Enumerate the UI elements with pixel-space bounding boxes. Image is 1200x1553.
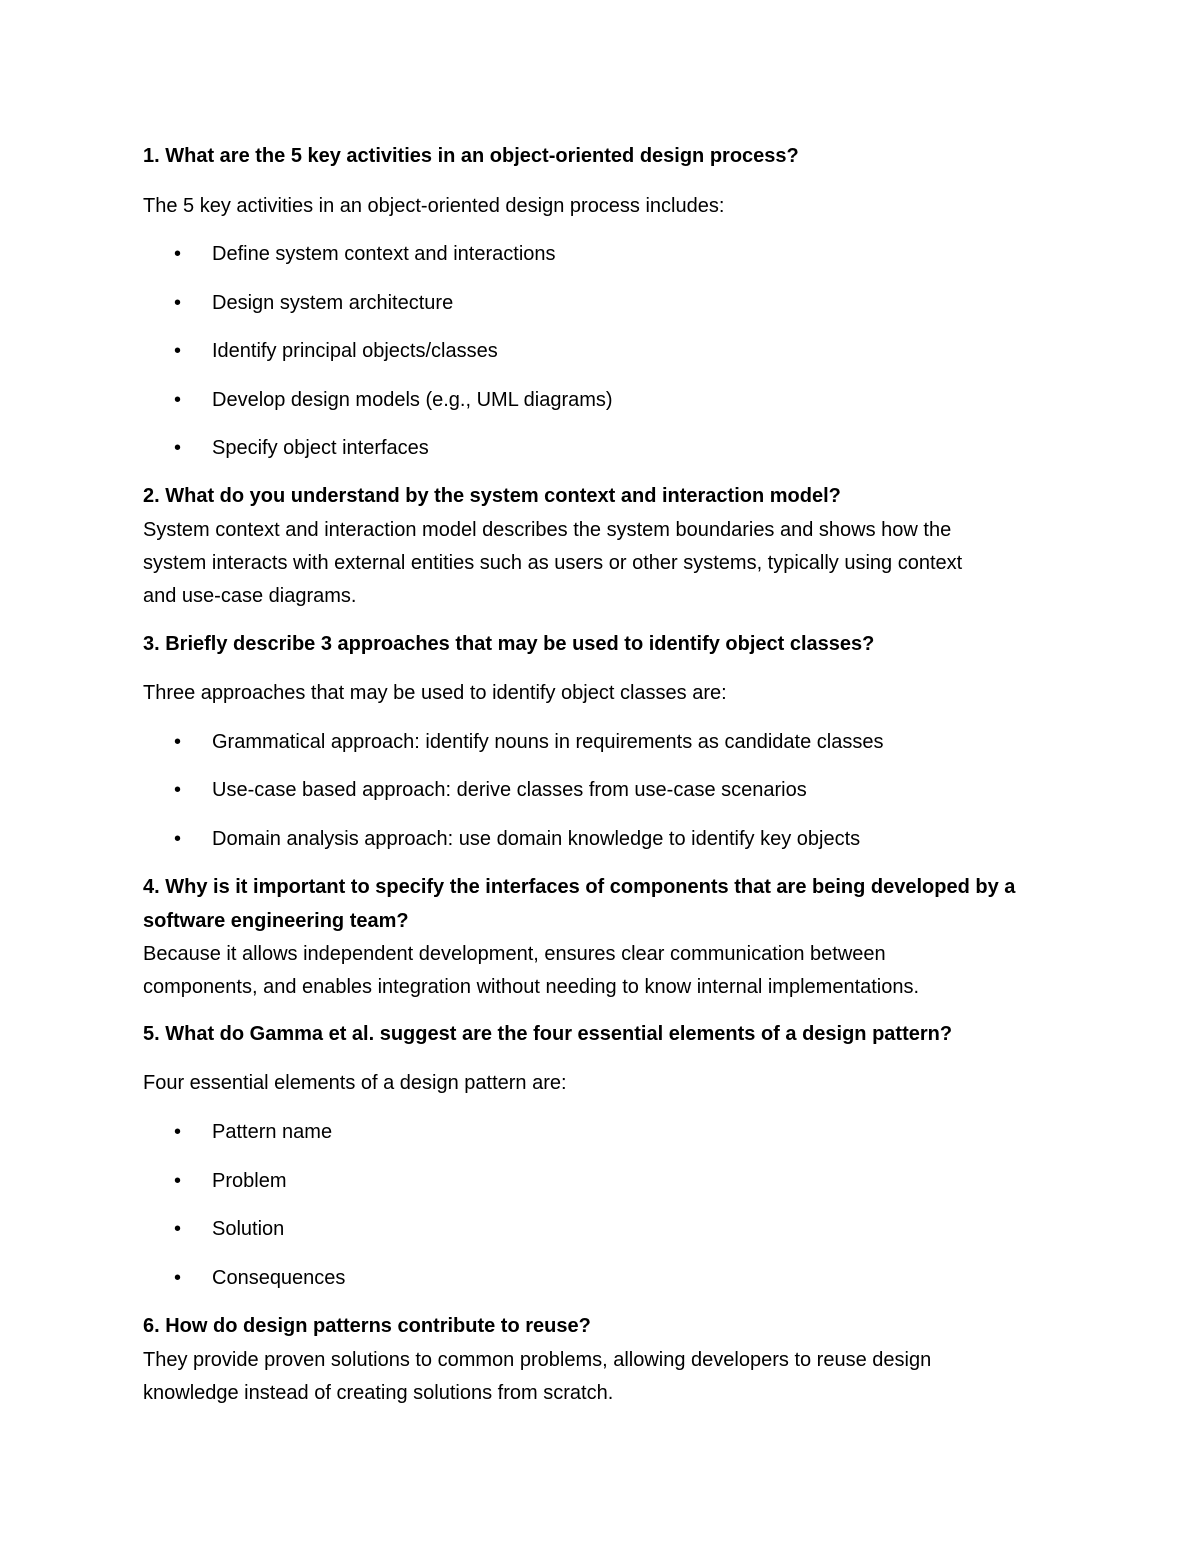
list-item: Problem <box>212 1170 287 1192</box>
bullet-icon: • <box>174 1218 182 1240</box>
list-item: Use-case based approach: derive classes from use-case scenarios <box>212 779 807 801</box>
question-2-heading: 2. What do you understand by the system context and interaction model? <box>143 485 841 507</box>
list-item: Domain analysis approach: use domain knowledge to identify key objects <box>212 828 861 850</box>
bullet-icon: • <box>174 731 182 753</box>
question-6-heading: 6. How do design patterns contribute to reuse? <box>143 1315 591 1337</box>
question-1-intro: The 5 key activities in an object-oriented design process includes: <box>143 195 725 217</box>
list-item: Define system context and interactions <box>212 243 556 265</box>
list-item: Pattern name <box>212 1121 333 1143</box>
bullet-icon: • <box>174 292 182 314</box>
question-2-answer-line: System context and interaction model describes the system boundaries and shows how the <box>143 519 952 541</box>
question-4-answer-line: Because it allows independent development, ensures clear communication between <box>143 943 886 965</box>
list-item: Develop design models (e.g., UML diagrams) <box>212 389 613 411</box>
list-item: Consequences <box>212 1267 346 1289</box>
list-item: Solution <box>212 1218 285 1240</box>
bullet-icon: • <box>174 1121 182 1143</box>
question-4-answer-line: components, and enables integration without needing to know internal implementations. <box>143 976 920 998</box>
bullet-icon: • <box>174 389 182 411</box>
list-item: Grammatical approach: identify nouns in requirements as candidate classes <box>212 731 884 753</box>
question-5-intro: Four essential elements of a design pattern are: <box>143 1072 567 1094</box>
list-item: Identify principal objects/classes <box>212 340 498 362</box>
question-1-heading: 1. What are the 5 key activities in an object-oriented design process? <box>143 145 799 167</box>
question-3-heading: 3. Briefly describe 3 approaches that may be used to identify object classes? <box>143 633 875 655</box>
bullet-icon: • <box>174 1170 182 1192</box>
question-4-heading: 4. Why is it important to specify the interfaces of components that are being developed by a <box>143 876 1016 898</box>
bullet-icon: • <box>174 828 182 850</box>
bullet-icon: • <box>174 779 182 801</box>
question-6-answer-line: knowledge instead of creating solutions from scratch. <box>143 1382 614 1404</box>
question-3-intro: Three approaches that may be used to identify object classes are: <box>143 682 727 704</box>
bullet-icon: • <box>174 243 182 265</box>
question-2-answer-line: and use-case diagrams. <box>143 585 357 607</box>
bullet-icon: • <box>174 340 182 362</box>
list-item: Specify object interfaces <box>212 437 429 459</box>
bullet-icon: • <box>174 1267 182 1289</box>
question-2-answer-line: system interacts with external entities such as users or other systems, typically using context <box>143 552 963 574</box>
question-4-heading: software engineering team? <box>143 910 409 932</box>
question-6-answer-line: They provide proven solutions to common problems, allowing developers to reuse design <box>143 1349 932 1371</box>
list-item: Design system architecture <box>212 292 454 314</box>
question-5-heading: 5. What do Gamma et al. suggest are the four essential elements of a design pattern? <box>143 1023 953 1045</box>
bullet-icon: • <box>174 437 182 459</box>
